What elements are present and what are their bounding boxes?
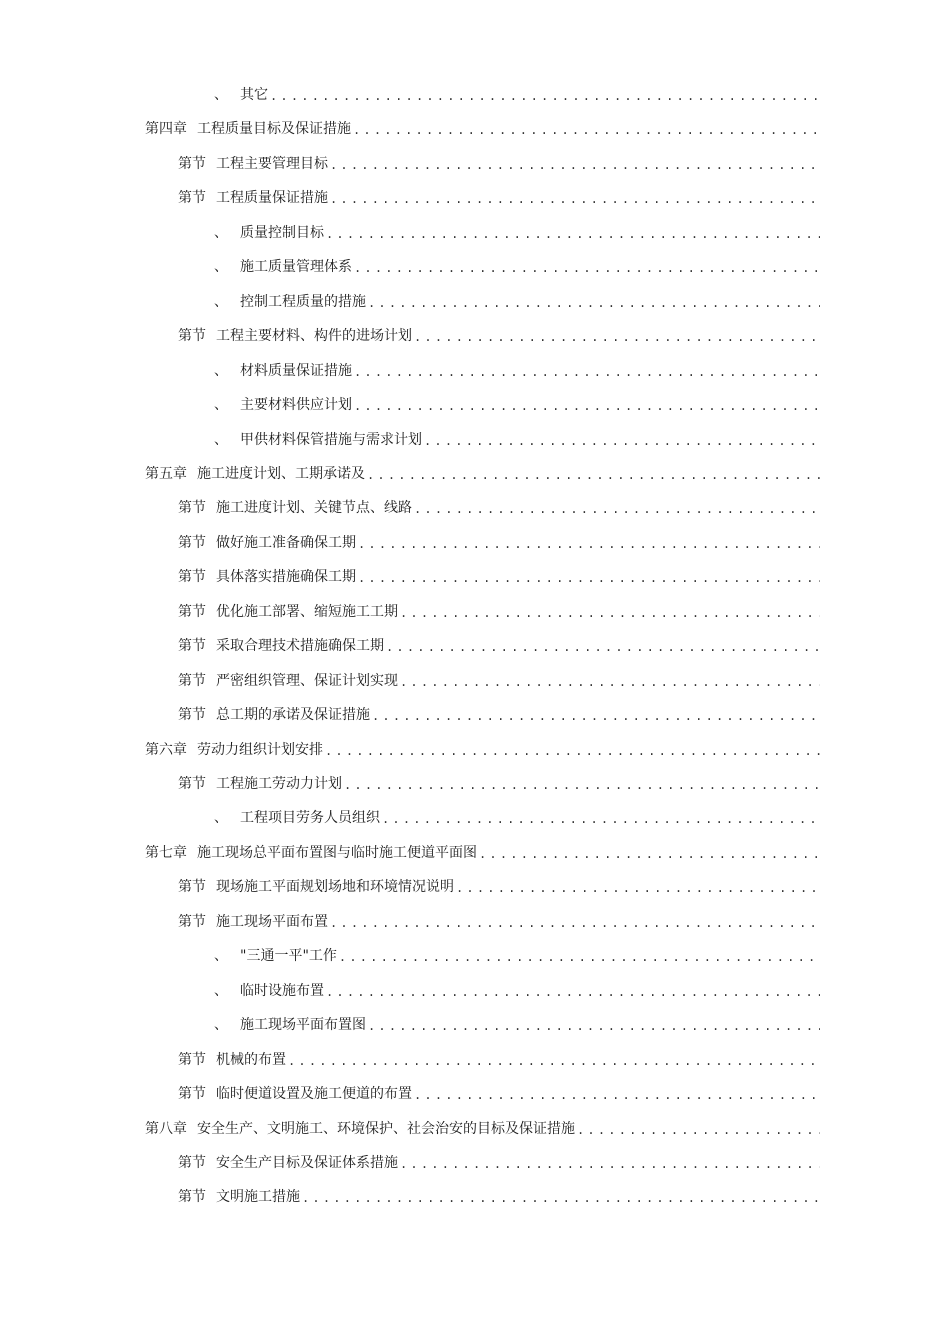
toc-entry[interactable]: [0, 532, 820, 554]
toc-entry[interactable]: [0, 945, 820, 967]
toc-entry-title: 严密组织管理、保证计划实现: [216, 673, 398, 689]
toc-entry[interactable]: [0, 1014, 820, 1036]
toc-entry-title: 施工进度计划、工期承诺及: [197, 466, 365, 482]
toc-entry[interactable]: [0, 704, 820, 726]
dot-leader: [354, 258, 820, 278]
toc-entry[interactable]: [0, 635, 820, 657]
toc-entry[interactable]: [0, 980, 820, 1002]
dot-leader: [400, 603, 820, 623]
toc-entry[interactable]: [0, 118, 820, 140]
toc-entry-title: 其它: [240, 87, 268, 103]
toc-entry-title: 劳动力组织计划安排: [197, 742, 323, 758]
toc-entry-prefix: 第节: [178, 328, 206, 344]
toc-entry[interactable]: [0, 670, 820, 692]
toc-entry-title: 优化施工部署、缩短施工工期: [216, 604, 398, 620]
toc-entry-title: 施工现场平面布置: [216, 914, 328, 930]
dot-leader: [424, 431, 820, 451]
toc-entry-title: 总工期的承诺及保证措施: [216, 707, 370, 723]
toc-entry-prefix: 、: [214, 397, 228, 413]
dot-leader: [354, 396, 820, 416]
toc-entry-title: 临时设施布置: [240, 983, 324, 999]
toc-entry-prefix: 第八章: [145, 1121, 187, 1137]
toc-entry-prefix: 第节: [178, 156, 206, 172]
dot-leader: [330, 189, 820, 209]
toc-entry[interactable]: [0, 911, 820, 933]
toc-entry-title: 主要材料供应计划: [240, 397, 352, 413]
toc-entry-title: 工程项目劳务人员组织: [240, 810, 380, 826]
dot-leader: [367, 465, 820, 485]
toc-entry-title: 材料质量保证措施: [240, 363, 352, 379]
dot-leader: [368, 1016, 820, 1036]
toc-entry-prefix: 第节: [178, 1052, 206, 1068]
toc-entry-prefix: 第节: [178, 1189, 206, 1205]
toc-entry-title: 工程主要材料、构件的进场计划: [216, 328, 412, 344]
toc-entry-prefix: 、: [214, 432, 228, 448]
toc-entry[interactable]: [0, 1049, 820, 1071]
toc-entry-title: 采取合理技术措施确保工期: [216, 638, 384, 654]
toc-entry-title: 施工现场平面布置图: [240, 1017, 366, 1033]
toc-entry-title: 文明施工措施: [216, 1189, 300, 1205]
toc-entry-title: 施工现场总平面布置图与临时施工便道平面图: [197, 845, 477, 861]
toc-entry-title: 工程质量保证措施: [216, 190, 328, 206]
toc-entry-prefix: 第节: [178, 190, 206, 206]
toc-entry-title: 工程质量目标及保证措施: [197, 121, 351, 137]
dot-leader: [386, 637, 820, 657]
toc-entry[interactable]: [0, 1118, 820, 1140]
toc-entry[interactable]: [0, 807, 820, 829]
toc-entry-title: 工程施工劳动力计划: [216, 776, 342, 792]
toc-entry-title: 做好施工准备确保工期: [216, 535, 356, 551]
dot-leader: [479, 844, 820, 864]
dot-leader: [326, 982, 820, 1002]
toc-entry-title: 甲供材料保管措施与需求计划: [240, 432, 422, 448]
dot-leader: [339, 947, 820, 967]
dot-leader: [368, 293, 820, 313]
dot-leader: [382, 809, 820, 829]
toc-entry-title: 安全生产、文明施工、环境保护、社会治安的目标及保证措施: [197, 1121, 575, 1137]
toc-entry-prefix: 第四章: [145, 121, 187, 137]
dot-leader: [302, 1188, 820, 1208]
toc-entry-prefix: 第节: [178, 707, 206, 723]
dot-leader: [358, 534, 820, 554]
dot-leader: [354, 362, 820, 382]
toc-entry[interactable]: [0, 429, 820, 451]
toc-entry-prefix: 第节: [178, 776, 206, 792]
dot-leader: [344, 775, 820, 795]
toc-entry-prefix: 、: [214, 259, 228, 275]
toc-entry-prefix: 第七章: [145, 845, 187, 861]
toc-entry-prefix: 、: [214, 810, 228, 826]
toc-entry[interactable]: [0, 601, 820, 623]
toc-entry-prefix: 第节: [178, 673, 206, 689]
toc-entry-title: 临时便道设置及施工便道的布置: [216, 1086, 412, 1102]
toc-entry-title: 现场施工平面规划场地和环境情况说明: [216, 879, 454, 895]
dot-leader: [414, 499, 820, 519]
dot-leader: [372, 706, 820, 726]
dot-leader: [330, 913, 820, 933]
toc-entry-prefix: 第节: [178, 1086, 206, 1102]
dot-leader: [400, 672, 820, 692]
toc-entry[interactable]: [0, 291, 820, 313]
toc-entry-title: 具体落实措施确保工期: [216, 569, 356, 585]
toc-entry-prefix: 第节: [178, 1155, 206, 1171]
toc-entry[interactable]: [0, 84, 820, 106]
toc-entry[interactable]: [0, 1152, 820, 1174]
toc-entry[interactable]: [0, 876, 820, 898]
toc-entry[interactable]: [0, 394, 820, 416]
dot-leader: [270, 86, 820, 106]
toc-entry-prefix: 、: [214, 363, 228, 379]
toc-entry[interactable]: [0, 842, 820, 864]
toc-entry-prefix: 第六章: [145, 742, 187, 758]
toc-entry-title: 机械的布置: [216, 1052, 286, 1068]
toc-entry-prefix: 、: [214, 1017, 228, 1033]
toc-entry-prefix: 、: [214, 294, 228, 310]
toc-entry-prefix: 、: [214, 948, 228, 964]
toc-entry-prefix: 第节: [178, 604, 206, 620]
toc-entry[interactable]: [0, 773, 820, 795]
dot-leader: [326, 224, 820, 244]
toc-entry-prefix: 、: [214, 87, 228, 103]
toc-entry[interactable]: [0, 1083, 820, 1105]
toc-entry[interactable]: [0, 256, 820, 278]
dot-leader: [358, 568, 820, 588]
dot-leader: [414, 327, 820, 347]
toc-entry-title: 安全生产目标及保证体系措施: [216, 1155, 398, 1171]
toc-entry[interactable]: [0, 739, 820, 761]
dot-leader: [456, 878, 820, 898]
toc-entry-title: 施工质量管理体系: [240, 259, 352, 275]
toc-entry-title: 控制工程质量的措施: [240, 294, 366, 310]
dot-leader: [414, 1085, 820, 1105]
dot-leader: [288, 1051, 820, 1071]
toc-entry-prefix: 第节: [178, 879, 206, 895]
toc-entry-prefix: 第节: [178, 500, 206, 516]
toc-entry[interactable]: [0, 325, 820, 347]
toc-entry-title: 工程主要管理目标: [216, 156, 328, 172]
toc-entry[interactable]: [0, 153, 820, 175]
toc-entry-prefix: 第节: [178, 569, 206, 585]
toc-entry-prefix: 第节: [178, 914, 206, 930]
toc-entry[interactable]: [0, 187, 820, 209]
dot-leader: [400, 1154, 820, 1174]
toc-entry-title: 质量控制目标: [240, 225, 324, 241]
toc-entry-prefix: 第节: [178, 638, 206, 654]
toc-entry-prefix: 第五章: [145, 466, 187, 482]
toc-entry-prefix: 第节: [178, 535, 206, 551]
toc-entry[interactable]: [0, 222, 820, 244]
dot-leader: [577, 1120, 820, 1140]
toc-entry[interactable]: [0, 497, 820, 519]
toc-entry[interactable]: [0, 463, 820, 485]
toc-entry-prefix: 、: [214, 225, 228, 241]
dot-leader: [325, 741, 820, 761]
dot-leader: [353, 120, 820, 140]
toc-entry[interactable]: [0, 1186, 820, 1208]
toc-entry-prefix: 、: [214, 983, 228, 999]
toc-entry-title: 施工进度计划、关键节点、线路: [216, 500, 412, 516]
dot-leader: [330, 155, 820, 175]
toc-entry-title: "三通一平"工作: [240, 948, 337, 964]
toc-entry[interactable]: [0, 566, 820, 588]
toc-entry[interactable]: [0, 360, 820, 382]
